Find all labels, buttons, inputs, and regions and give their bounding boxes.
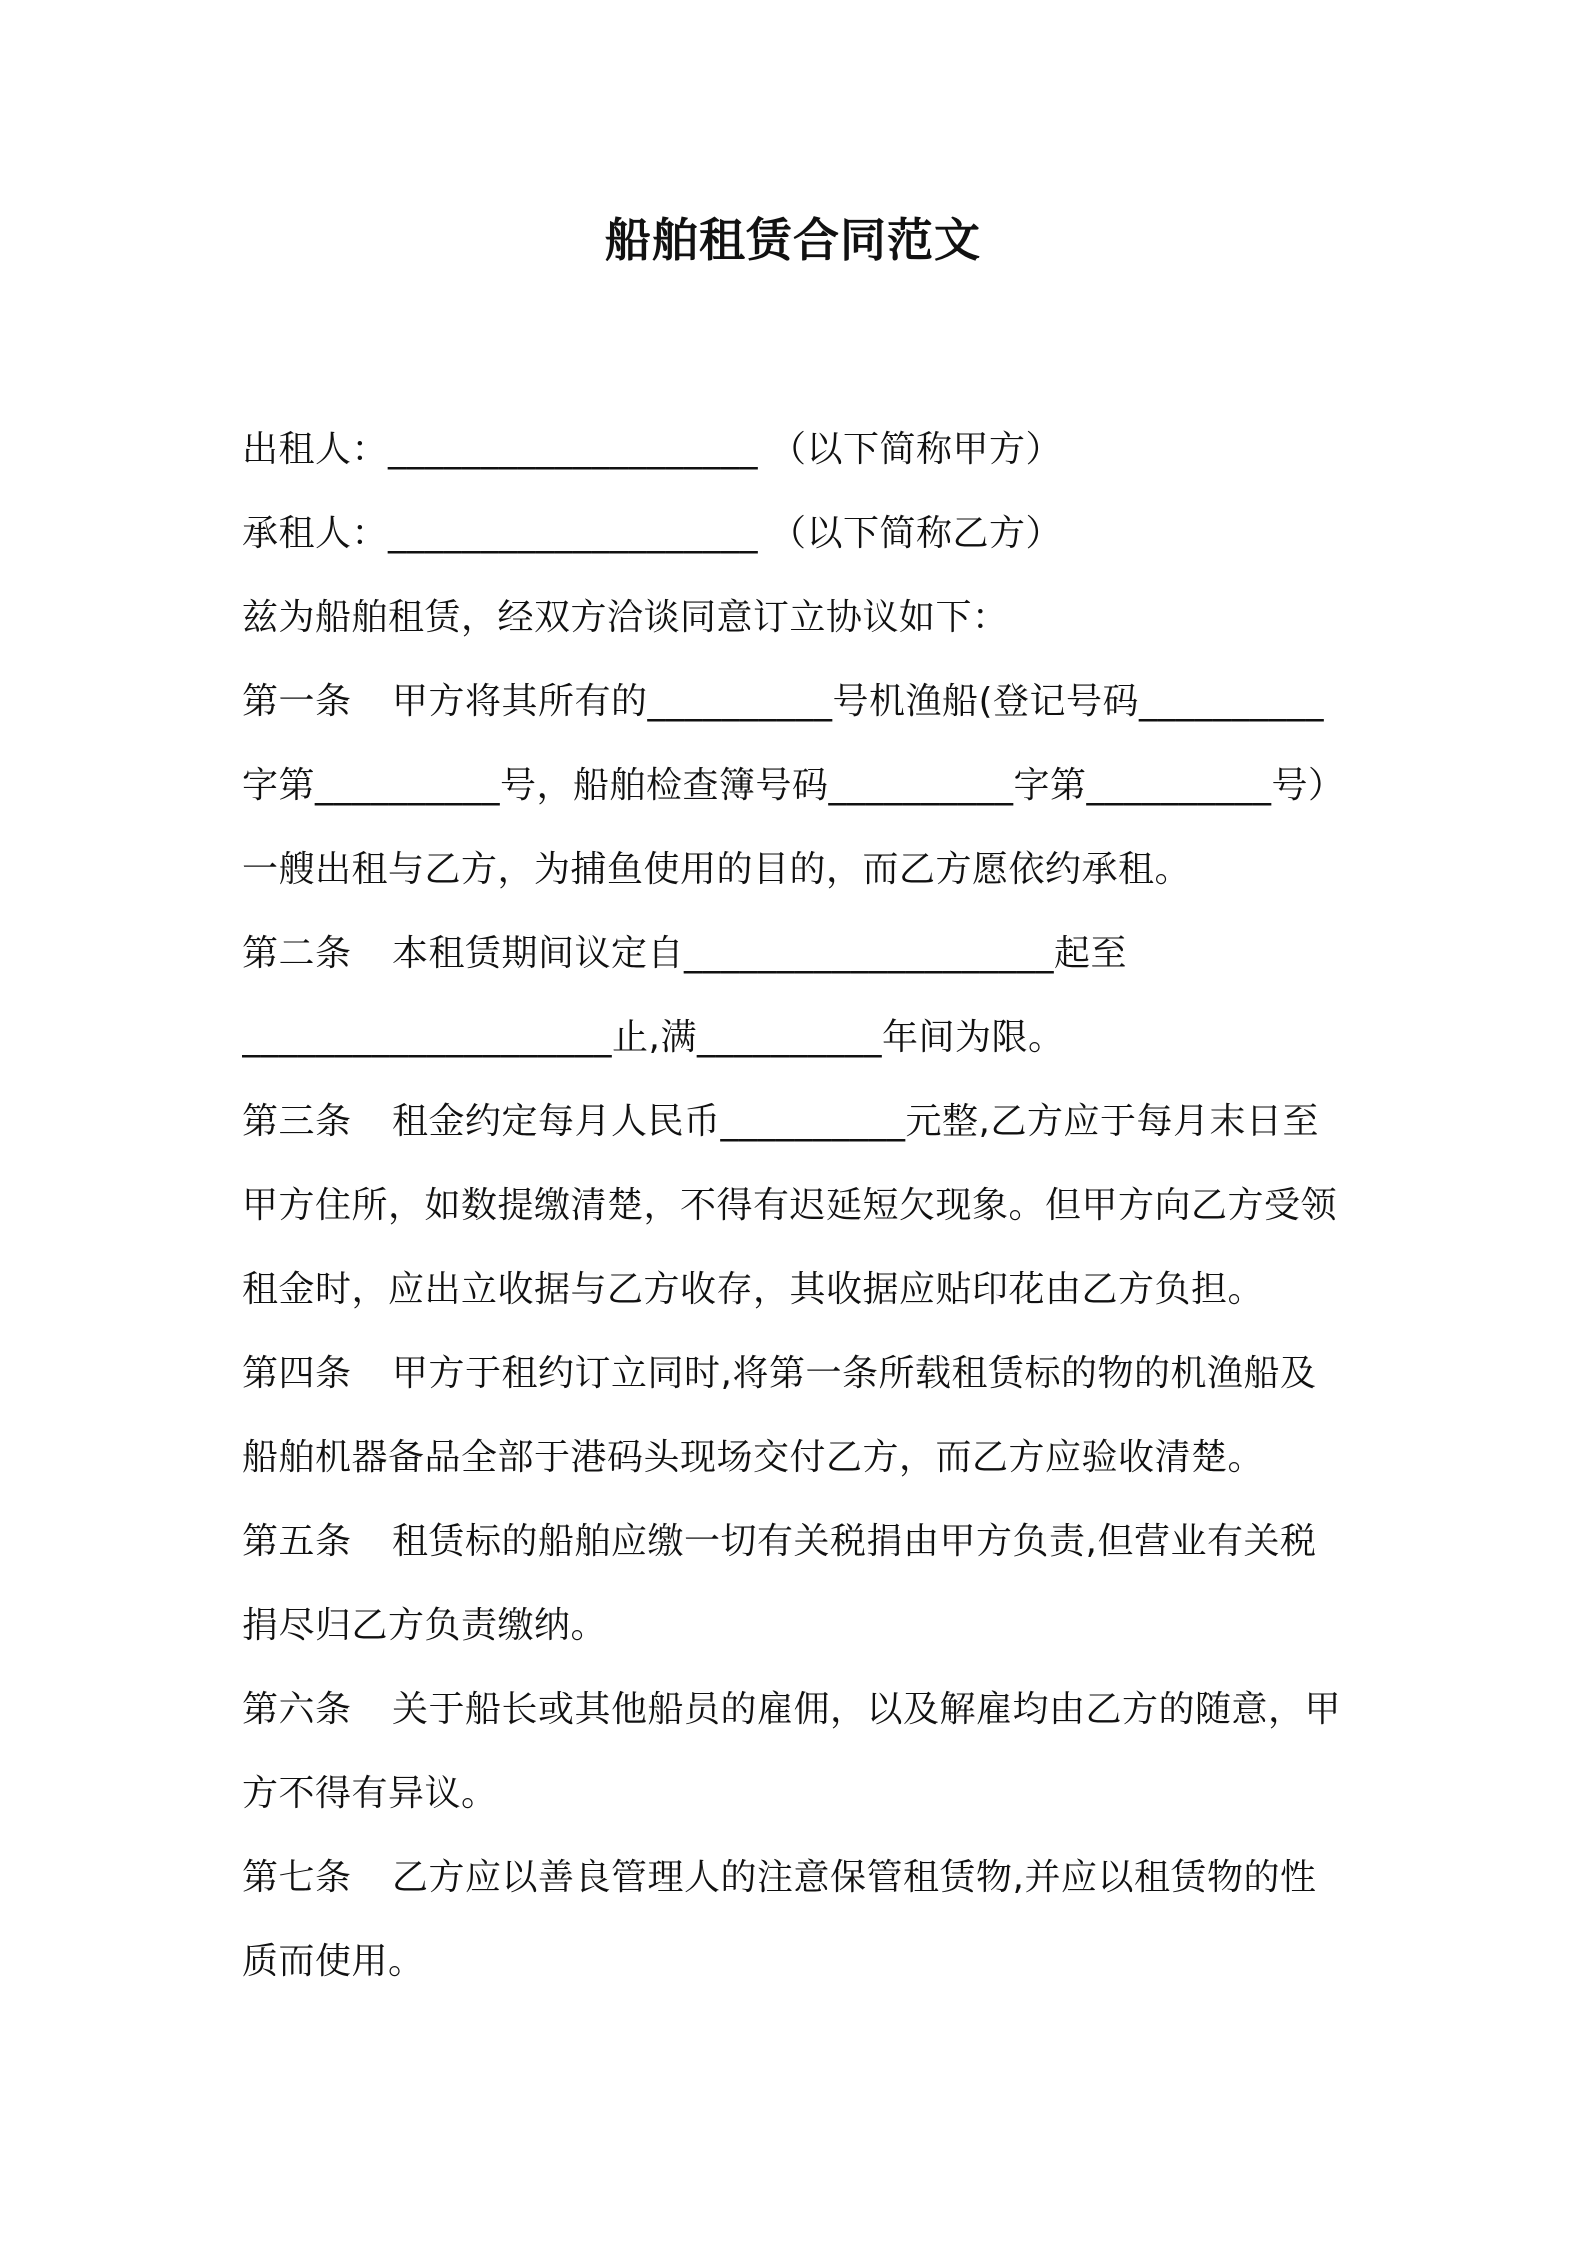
article-3-text-1: 租金约定每月人民币__________元整,乙方应于每月末日至 [392,1101,1319,1142]
article-7-line-1 [242,1836,1362,1920]
article-6-line-2 [242,1752,1362,1836]
article-7-text-2: 质而使用。 [242,1941,425,1982]
document-title: 船舶租赁合同范文 [605,213,981,267]
contract-body [242,408,1362,2004]
article-1-line-3 [242,828,1362,912]
article-4-text-2: 船舶机器备品全部于港码头现场交付乙方，而乙方应验收清楚。 [242,1437,1265,1478]
article-6-label: 第六条 [242,1689,352,1730]
article-3-text-3: 租金时，应出立收据与乙方收存，其收据应贴印花由乙方负担。 [242,1269,1265,1310]
article-6-line-1 [242,1668,1362,1752]
article-2-text-1: 本租赁期间议定自____________________起至 [392,933,1128,974]
article-4-label: 第四条 [242,1353,352,1394]
article-2-label: 第二条 [242,933,352,974]
article-1-text-1: 甲方将其所有的__________号机渔船(登记号码__________ [392,681,1325,722]
article-1-text-2: 字第__________号，船舶检查簿号码__________字第__________号） [242,765,1345,806]
article-1-label: 第一条 [242,681,352,722]
article-7-label: 第七条 [242,1857,352,1898]
article-3-line-3 [242,1248,1362,1332]
article-7-text-1: 乙方应以善良管理人的注意保管租赁物,并应以租赁物的性 [392,1857,1317,1898]
article-5-text-1: 租赁标的船舶应缴一切有关税捐由甲方负责,但营业有关税 [392,1521,1317,1562]
article-3-line-1 [242,1080,1362,1164]
article-7-line-2 [242,1920,1362,2004]
article-5-text-2: 捐尽归乙方负责缴纳。 [242,1605,608,1646]
preamble-text: 兹为船舶租赁，经双方洽谈同意订立协议如下： [242,597,1009,638]
article-5-label: 第五条 [242,1521,352,1562]
article-3-label: 第三条 [242,1101,352,1142]
article-4-text-1: 甲方于租约订立同时,将第一条所载租赁标的物的机渔船及 [392,1353,1317,1394]
article-3-text-2: 甲方住所，如数提缴清楚，不得有迟延短欠现象。但甲方向乙方受领 [242,1185,1338,1226]
article-2-line-1 [242,912,1362,996]
article-1-line-2 [242,744,1362,828]
lessor-line [242,408,1362,492]
lessee-text: 承租人：____________________ （以下简称乙方） [242,513,1062,554]
article-2-line-2 [242,996,1362,1080]
article-5-line-2 [242,1584,1362,1668]
article-5-line-1 [242,1500,1362,1584]
article-3-line-2 [242,1164,1362,1248]
article-1-line-1 [242,660,1362,744]
article-6-text-2: 方不得有异议。 [242,1773,498,1814]
article-2-text-2: ____________________止,满__________年间为限。 [242,1017,1065,1058]
lessee-line [242,492,1362,576]
lessor-text: 出租人：____________________ （以下简称甲方） [242,429,1062,470]
preamble-line [242,576,1362,660]
article-6-text-1: 关于船长或其他船员的雇佣，以及解雇均由乙方的随意，甲 [392,1689,1342,1730]
article-4-line-2 [242,1416,1362,1500]
article-1-text-3: 一艘出租与乙方，为捕鱼使用的目的，而乙方愿依约承租。 [242,849,1192,890]
article-4-line-1 [242,1332,1362,1416]
